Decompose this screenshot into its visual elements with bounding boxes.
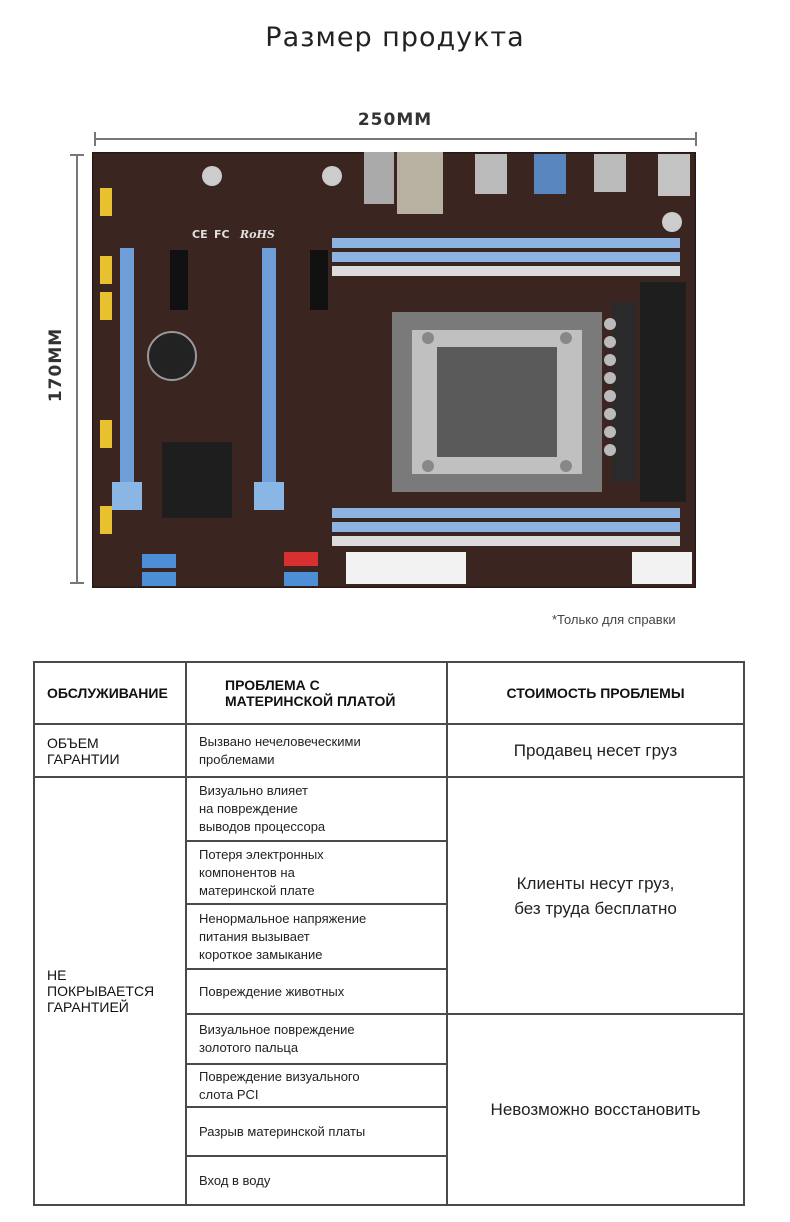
height-dimension-label: 170MM <box>46 327 66 403</box>
sata-port-red <box>284 552 318 566</box>
io-ethernet-port <box>397 152 443 214</box>
ram-slot-5 <box>332 522 680 532</box>
not-covered-problem-cell: Вход в воду <box>186 1156 447 1205</box>
table-header-row <box>34 662 744 724</box>
not-covered-problem-cell: Повреждение животных <box>186 969 447 1014</box>
atx-power-connector <box>346 552 466 584</box>
ram-slot-4 <box>332 508 680 518</box>
warranty-problem-cell: Вызвано нечеловеческими проблемами <box>186 724 447 777</box>
pcie-x1-slot-1 <box>170 250 188 310</box>
vrm-heatsink <box>640 282 686 502</box>
not-covered-problem-cell: Визуально влияет на повреждение выводов процессора <box>186 777 447 841</box>
not-covered-problem-cell: Визуальное повреждение золотого пальца <box>186 1014 447 1064</box>
not-covered-problem-cell: Потеря электронных компонентов на материнской плате <box>186 841 447 904</box>
header-problem: ПРОБЛЕМА С МАТЕРИНСКОЙ ПЛАТОЙ <box>186 662 447 724</box>
sata-port-2 <box>142 572 176 586</box>
warranty-cost-cell: Продавец несет груз <box>447 724 744 777</box>
io-usb-port-1 <box>364 152 394 204</box>
rohs-marking: RoHS <box>240 228 275 241</box>
not-covered-cost-cell-2: Невозможно восстановить <box>447 1014 744 1205</box>
pcie-slot-2 <box>262 248 276 506</box>
page-title: Размер продукта <box>265 22 525 53</box>
header-cost: СТОИМОСТЬ ПРОБЛЕМЫ <box>447 662 744 724</box>
chipset-heatsink <box>162 442 232 518</box>
cpu-power-connector <box>632 552 692 584</box>
io-usb3-port <box>534 154 566 194</box>
cpu-socket-cover <box>437 347 557 457</box>
sata-port-1 <box>142 554 176 568</box>
ram-slot-3 <box>332 266 680 276</box>
io-audio-port <box>658 154 690 196</box>
width-dimension-line <box>94 138 697 140</box>
ram-slot-2 <box>332 252 680 262</box>
width-dimension-label: 250MM <box>357 110 433 130</box>
table-row <box>34 777 744 841</box>
motherboard-image <box>92 152 696 588</box>
not-covered-problem-cell: Ненормальное напряжение питания вызывает короткое замыкание <box>186 904 447 969</box>
warranty-service-cell: ОБЪЕМ ГАРАНТИИ <box>34 724 186 777</box>
pcie-slot-1 <box>120 248 134 506</box>
header-service: ОБСЛУЖИВАНИЕ <box>34 662 186 724</box>
not-covered-cost-cell-1: Клиенты несут груз, без труда бесплатно <box>447 777 744 1014</box>
height-dimension-line <box>76 154 78 584</box>
ram-slot-6 <box>332 536 680 546</box>
table-row-warranty <box>34 724 744 777</box>
not-covered-problem-cell: Повреждение визуального слота PCI <box>186 1064 447 1107</box>
ram-slot-1 <box>332 238 680 248</box>
io-usb-port-2 <box>475 154 507 194</box>
fc-marking: FC <box>214 228 230 241</box>
ce-marking: CE <box>192 228 208 241</box>
warranty-table <box>33 661 745 1206</box>
not-covered-problem-cell: Разрыв материнской платы <box>186 1107 447 1156</box>
io-usb-port-3 <box>594 154 626 192</box>
cmos-battery <box>148 332 196 380</box>
sata-port-3 <box>284 572 318 586</box>
not-covered-service-cell: НЕ ПОКРЫВАЕТСЯ ГАРАНТИЕЙ <box>34 777 186 1205</box>
reference-footnote: *Только для справки <box>552 612 676 627</box>
pcie-x1-slot-2 <box>310 250 328 310</box>
